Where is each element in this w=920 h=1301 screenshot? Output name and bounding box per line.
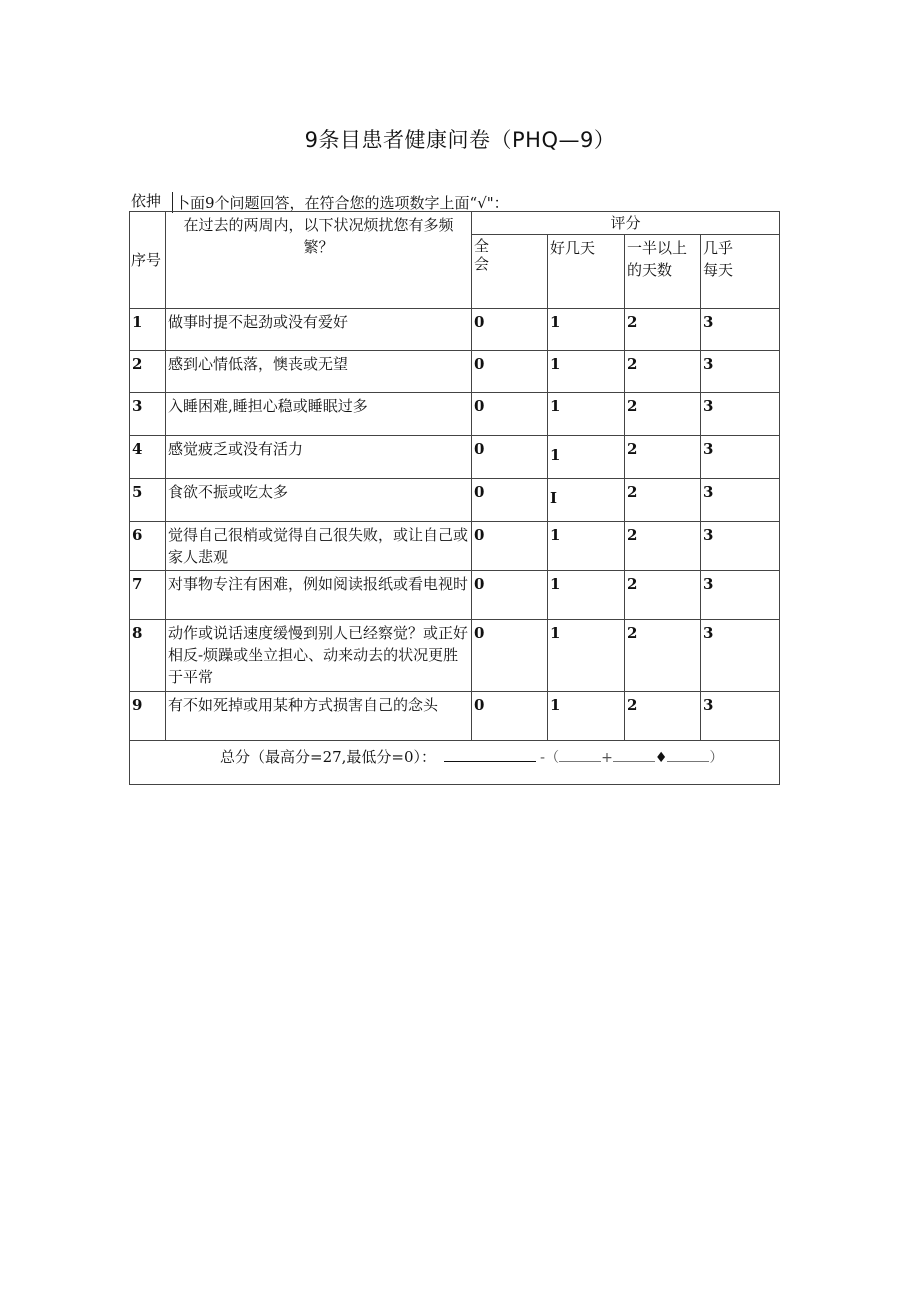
questionnaire-table: [129, 211, 780, 785]
row-number: 3: [130, 393, 166, 436]
score-option-2[interactable]: 2: [625, 692, 701, 741]
score-option-0[interactable]: 0: [472, 571, 548, 620]
score-option-0[interactable]: 0: [472, 351, 548, 393]
header-option-2: 一半以上的天数: [625, 235, 701, 309]
score-option-2[interactable]: 2: [625, 620, 701, 692]
table-row: [130, 309, 780, 351]
score-option-2[interactable]: 2: [625, 393, 701, 436]
score-option-2[interactable]: 2: [625, 351, 701, 393]
row-item: 感觉疲乏或没有活力: [166, 436, 472, 479]
table-row: [130, 620, 780, 692]
score-option-1[interactable]: 1: [548, 571, 625, 620]
score-option-2[interactable]: 2: [625, 522, 701, 571]
table-row: [130, 692, 780, 741]
score-option-0[interactable]: 0: [472, 479, 548, 522]
score-option-3[interactable]: 3: [701, 522, 780, 571]
row-number: 7: [130, 571, 166, 620]
table-row: [130, 436, 780, 479]
row-number: 6: [130, 522, 166, 571]
score-option-1[interactable]: I: [548, 479, 625, 522]
header-question-cell: [166, 212, 472, 309]
subtotal-blank-3[interactable]: [667, 749, 709, 762]
score-option-1[interactable]: 1: [548, 620, 625, 692]
total-cell: [130, 741, 780, 785]
header-no-cell: [130, 212, 166, 309]
row-item: 动作或说话速度缓慢到别人已经察觉？或正好相反-烦躁或坐立担心、动来动去的状况更胜于平常: [166, 620, 472, 692]
row-item: 入睡困难,睡担心稳或睡眠过多: [166, 393, 472, 436]
score-option-1[interactable]: 1: [548, 436, 625, 479]
score-option-0[interactable]: 0: [472, 692, 548, 741]
row-number: 2: [130, 351, 166, 393]
score-option-1[interactable]: 1: [548, 309, 625, 351]
score-option-1[interactable]: 1: [548, 522, 625, 571]
row-number: 4: [130, 436, 166, 479]
total-score-blank[interactable]: [444, 747, 536, 762]
header-rating-cell: [472, 212, 780, 235]
row-number: 1: [130, 309, 166, 351]
score-option-3[interactable]: 3: [701, 309, 780, 351]
row-item: 对事物专注有困难，例如阅读报纸或看电视时: [166, 571, 472, 620]
header-option-1: 好几天: [548, 235, 625, 309]
row-item: 有不如死掉或用某种方式损害自己的念头: [166, 692, 472, 741]
score-option-0[interactable]: 0: [472, 436, 548, 479]
table-row: [130, 522, 780, 571]
formula-plus: +: [601, 750, 613, 766]
score-option-1[interactable]: 1: [548, 351, 625, 393]
header-rating-label: 评分: [610, 214, 641, 232]
score-option-2[interactable]: 2: [625, 479, 701, 522]
score-option-3[interactable]: 3: [701, 479, 780, 522]
score-option-3[interactable]: 3: [701, 620, 780, 692]
score-option-1[interactable]: 1: [548, 393, 625, 436]
instruction-text: 卜面9个问题回答，在符合您的选项数字上面“√"：: [172, 192, 509, 213]
score-option-0[interactable]: 0: [472, 393, 548, 436]
total-label: 总分（最高分=27,最低分=0）：: [220, 748, 437, 766]
total-row: [130, 741, 780, 785]
formula-open-paren: （: [545, 750, 560, 766]
row-item: 做事时提不起劲或没有爱好: [166, 309, 472, 351]
score-option-0[interactable]: 0: [472, 309, 548, 351]
table-row: [130, 571, 780, 620]
score-option-2[interactable]: 2: [625, 309, 701, 351]
score-option-1[interactable]: 1: [548, 692, 625, 741]
header-no-label: 序号: [131, 251, 162, 269]
formula-diamond: ♦: [654, 750, 668, 766]
score-option-0[interactable]: 0: [472, 620, 548, 692]
table-row: [130, 351, 780, 393]
row-number: 5: [130, 479, 166, 522]
score-option-3[interactable]: 3: [701, 436, 780, 479]
table-row: [130, 393, 780, 436]
row-number: 8: [130, 620, 166, 692]
score-option-2[interactable]: 2: [625, 436, 701, 479]
header-option-3: 几乎每天: [701, 235, 780, 309]
table-row: [130, 479, 780, 522]
score-option-2[interactable]: 2: [625, 571, 701, 620]
header-question-label: 在过去的两周内，以下状况烦扰您有多频繁？: [183, 216, 454, 256]
score-option-3[interactable]: 3: [701, 692, 780, 741]
row-item: 食欲不振或吃太多: [166, 479, 472, 522]
instruction-lead: 依抻: [131, 192, 162, 210]
score-option-0[interactable]: 0: [472, 522, 548, 571]
score-option-3[interactable]: 3: [701, 571, 780, 620]
page-title: 9条目患者健康问卷（PHQ—9）: [304, 128, 616, 152]
subtotal-blank-1[interactable]: [559, 749, 601, 762]
score-option-3[interactable]: 3: [701, 393, 780, 436]
header-option-0: 全会: [472, 235, 548, 309]
score-option-3[interactable]: 3: [701, 351, 780, 393]
formula-dash: -: [540, 750, 546, 766]
row-item: 感到心情低落，懊丧或无望: [166, 351, 472, 393]
row-item: 觉得自己很梢或觉得自己很失败，或让自己或家人悲观: [166, 522, 472, 571]
formula-close-paren: ）: [709, 750, 724, 766]
subtotal-blank-2[interactable]: [613, 749, 655, 762]
row-number: 9: [130, 692, 166, 741]
